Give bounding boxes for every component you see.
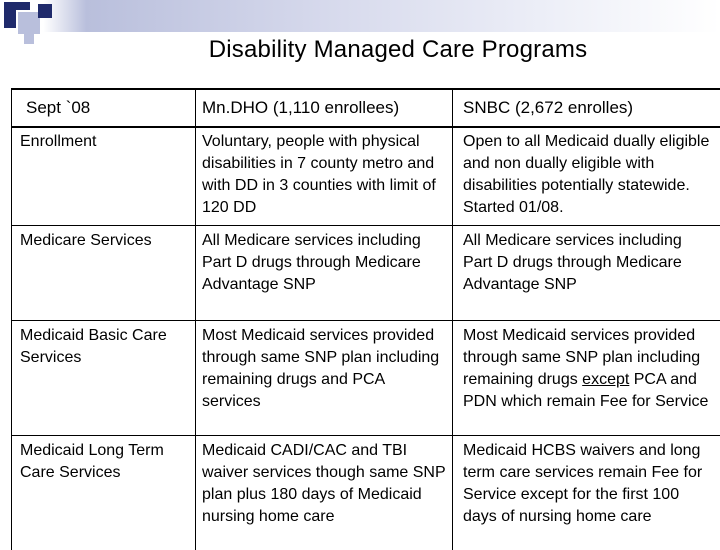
header-cell-snbc: SNBC (2,672 enrolles) bbox=[453, 89, 720, 127]
snbc-text-before: Most Medicaid services provided through same SNP plan including remaining drugs bbox=[463, 327, 700, 388]
row-label: Medicare Services bbox=[12, 226, 196, 321]
table-row bbox=[12, 127, 720, 226]
row-label: Enrollment bbox=[12, 127, 196, 226]
mndho-cell: All Medicare services including Part D drugs through Medicare Advantage SNP bbox=[196, 226, 453, 321]
mndho-cell: Most Medicaid services provided through same SNP plan including remaining drugs and PCA services bbox=[196, 321, 453, 436]
snbc-cell: Medicaid HCBS waivers and long term care services remain Fee for Service except for the first 100 days of nursing home care bbox=[453, 436, 720, 550]
table-header-row bbox=[12, 89, 720, 127]
snbc-text-underlined: except bbox=[582, 371, 629, 388]
comparison-table bbox=[11, 88, 720, 540]
header-cell-date: Sept `08 bbox=[12, 89, 196, 127]
row-label: Medicaid Basic Care Services bbox=[12, 321, 196, 436]
table-row bbox=[12, 436, 720, 550]
table-row bbox=[12, 226, 720, 321]
corner-square-tiny bbox=[24, 34, 34, 44]
header-gradient-band bbox=[0, 0, 720, 32]
corner-square-small bbox=[38, 4, 52, 18]
header-cell-mndho: Mn.DHO (1,110 enrollees) bbox=[196, 89, 453, 127]
mndho-cell: Voluntary, people with physical disabilities in 7 county metro and with DD in 3 counties with limit of 120 DD bbox=[196, 127, 453, 226]
snbc-cell: Open to all Medicaid dually eligible and non dually eligible with disabilities potentially statewide. Started 01/08. bbox=[453, 127, 720, 226]
table-row bbox=[12, 321, 720, 436]
mndho-cell: Medicaid CADI/CAC and TBI waiver services though same SNP plan plus 180 days of Medicaid nursing home care bbox=[196, 436, 453, 550]
snbc-text-after: PCA and PDN which remain Fee for Service bbox=[463, 371, 708, 410]
snbc-cell bbox=[453, 321, 720, 436]
row-label: Medicaid Long Term Care Services bbox=[12, 436, 196, 550]
page-title: Disability Managed Care Programs bbox=[38, 36, 720, 64]
snbc-cell: All Medicare services including Part D drugs through Medicare Advantage SNP bbox=[453, 226, 720, 321]
